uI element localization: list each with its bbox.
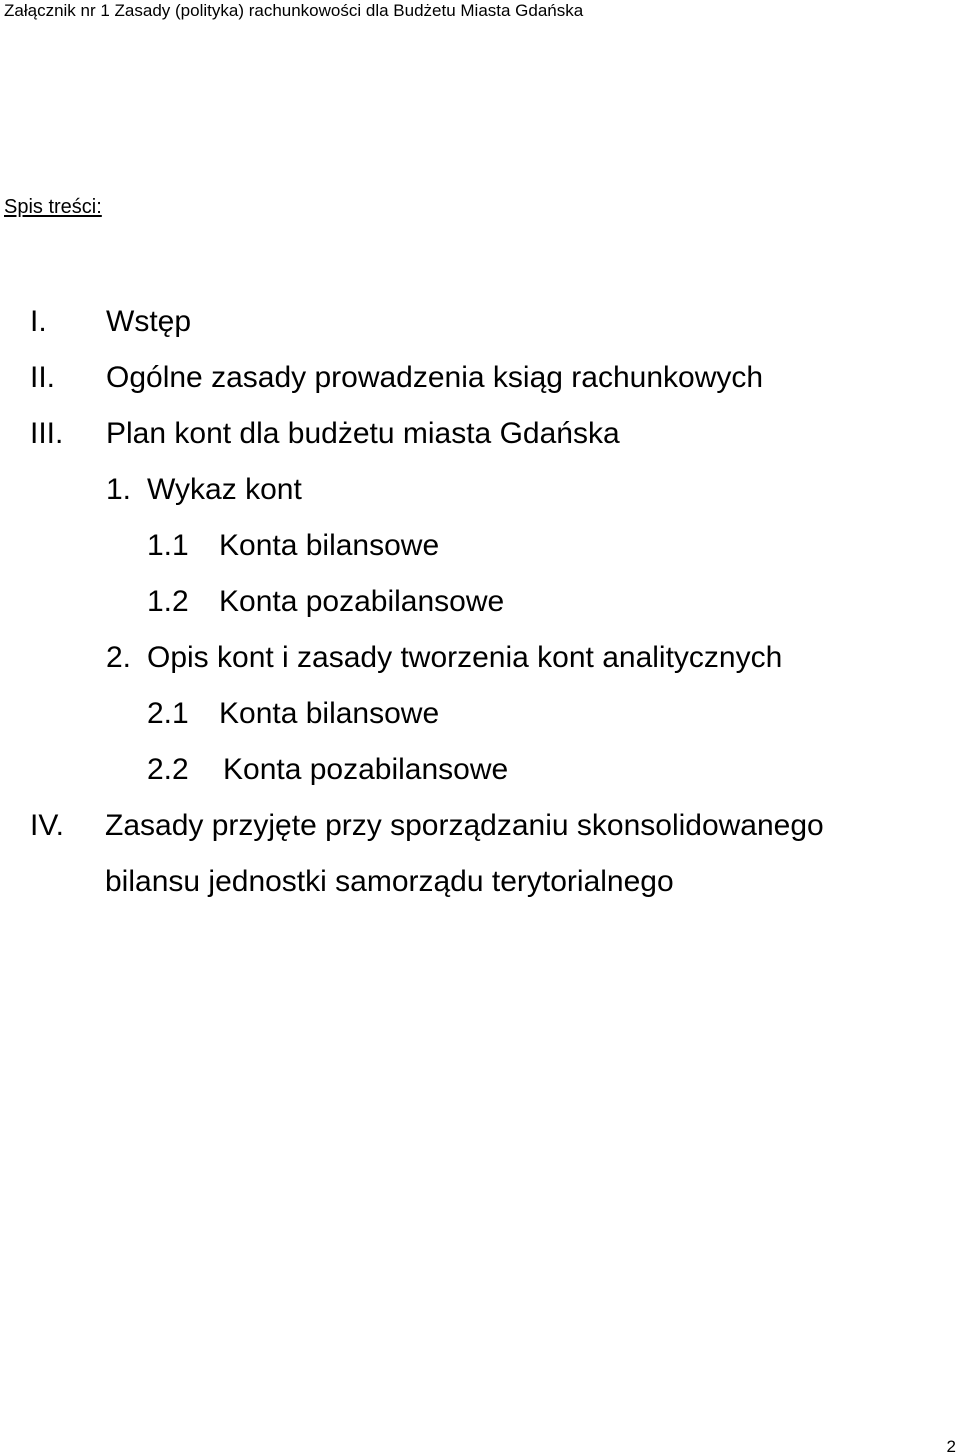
toc-entry-2-label: Ogólne zasady prowadzenia ksiąg rachunkowych (106, 361, 764, 394)
toc-entry-3-label: Plan kont dla budżetu miasta Gdańska (106, 417, 620, 450)
toc-entry-4-number: IV. (30, 809, 64, 842)
toc-entry-3-2-2-label: Konta pozabilansowe (223, 753, 509, 786)
page-number: 2 (946, 1437, 956, 1456)
document-header: Załącznik nr 1 Zasady (polityka) rachunkowości dla Budżetu Miasta Gdańska (4, 1, 584, 20)
toc-entry-1-label: Wstęp (106, 305, 192, 338)
toc-entry-3-2-1-label: Konta bilansowe (219, 697, 440, 730)
toc-entry-1-number: I. (30, 305, 47, 338)
toc-title: Spis treści: (4, 196, 102, 218)
toc-entry-3-1-2-number: 1.2 (147, 585, 189, 618)
toc-entry-3-1-1-number: 1.1 (147, 529, 189, 562)
toc-entry-3-2-number: 2. (106, 641, 132, 674)
toc-entry-3-1-1-label: Konta bilansowe (219, 529, 440, 562)
toc-entry-3-1-label: Wykaz kont (147, 473, 302, 506)
toc-entry-4-label: Zasady przyjęte przy sporządzaniu skonsolidowanego (105, 809, 824, 842)
toc-entry-3-2-1-number: 2.1 (147, 697, 189, 730)
toc-entry-2-number: II. (30, 361, 56, 394)
toc-entry-3-2-label: Opis kont i zasady tworzenia kont analitycznych (147, 641, 783, 674)
toc-entry-3-number: III. (30, 417, 64, 450)
toc-entry-3-1-2-label: Konta pozabilansowe (219, 585, 505, 618)
toc-entry-4-label-continued: bilansu jednostki samorządu terytorialnego (105, 865, 674, 898)
toc-entry-3-1-number: 1. (106, 473, 132, 506)
toc-entry-3-2-2-number: 2.2 (147, 753, 189, 786)
